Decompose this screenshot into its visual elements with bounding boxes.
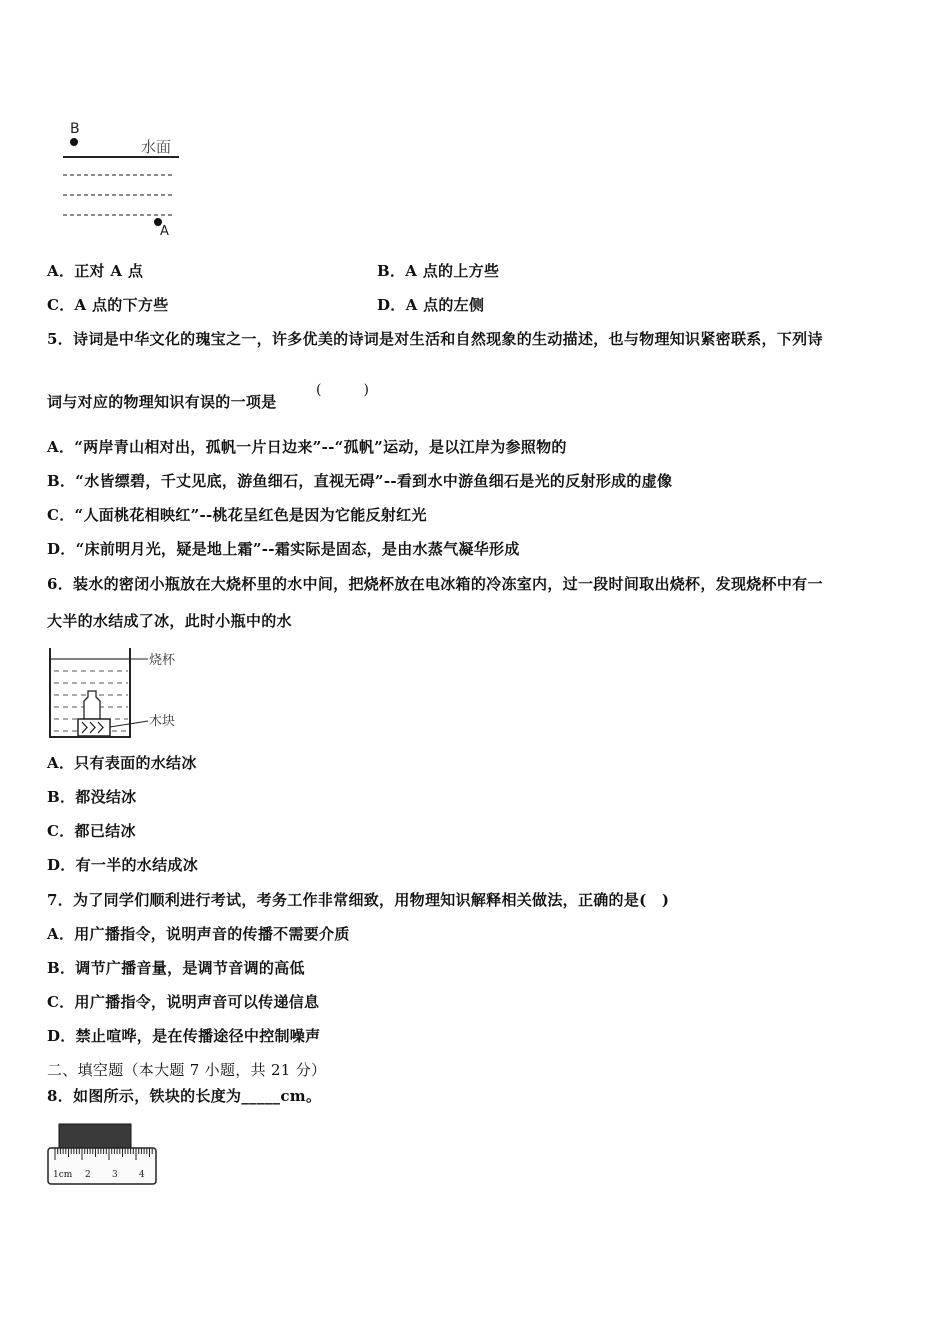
q7-option-c: C．用广播指令，说明声音可以传递信息 (47, 993, 320, 1011)
q7-option-a: A．用广播指令，说明声音的传播不需要介质 (47, 925, 350, 943)
q4-option-a: A．正对 A 点 (47, 262, 144, 280)
block-label: 木块 (149, 714, 176, 729)
point-b-label: B (70, 121, 80, 137)
beaker-label: 烧杯 (149, 653, 176, 668)
q6-option-b: B．都没结冰 (47, 788, 137, 806)
q6-option-a: A．只有表面的水结冰 (47, 754, 197, 772)
ruler-label-1cm: 1cm (53, 1170, 73, 1180)
q5-option-b: B．“水皆缥碧，千丈见底，游鱼细石，直视无碍”--看到水中游鱼细石是光的反射形成的虚像 (47, 472, 673, 490)
q6-option-d: D．有一半的水结成冰 (47, 856, 199, 874)
small-bottle (84, 691, 100, 719)
q7-option-d: D．禁止喧哗，是在传播途径中控制噪声 (47, 1027, 321, 1045)
beaker-figure (44, 645, 194, 741)
ruler-label-3: 3 (112, 1170, 118, 1180)
q5-stem-line1: 5．诗词是中华文化的瑰宝之一，许多优美的诗词是对生活和自然现象的生动描述，也与物理知识紧密联系，下列诗 (47, 330, 823, 348)
water-surface-label: 水面 (141, 138, 172, 156)
wood-block (78, 719, 110, 736)
q6-stem-line1: 6．装水的密闭小瓶放在大烧杯里的水中间，把烧杯放在电冰箱的冷冻室内，过一段时间取出烧杯，发现烧杯中有一 (47, 575, 823, 593)
q5-option-d: D．“床前明月光，疑是地上霜”--霜实际是固态，是由水蒸气凝华形成 (47, 540, 520, 558)
ruler-label-2: 2 (85, 1170, 91, 1180)
ruler-label-4: 4 (139, 1170, 145, 1180)
q5-stem-line2: 词与对应的物理知识有误的一项是 (47, 393, 277, 411)
q6-option-c: C．都已结冰 (47, 822, 136, 840)
q5-option-a: A．“两岸青山相对出，孤帆一片日边来”--“孤帆”运动，是以江岸为参照物的 (47, 438, 567, 456)
q6-stem-line2: 大半的水结成了冰，此时小瓶中的水 (47, 612, 292, 630)
q5-option-c: C．“人面桃花相映红”--桃花呈红色是因为它能反射红光 (47, 506, 427, 524)
water-surface-figure (55, 118, 190, 240)
q8-stem: 8．如图所示，铁块的长度为_____cm。 (47, 1087, 322, 1105)
section-heading: 二、填空题（本大题 7 小题，共 21 分） (47, 1061, 327, 1079)
iron-block (59, 1124, 131, 1148)
q4-option-c: C．A 点的下方些 (47, 296, 169, 314)
ruler-figure (45, 1122, 165, 1188)
point-a-label: A (160, 224, 169, 239)
point-b (70, 138, 78, 146)
q7-stem: 7．为了同学们顺利进行考试，考务工作非常细致，用物理知识解释相关做法，正确的是( ) (47, 891, 670, 909)
q5-answer-paren: ( ) (316, 382, 369, 398)
q4-option-b: B．A 点的上方些 (377, 262, 500, 280)
q7-option-b: B．调节广播音量，是调节音调的高低 (47, 959, 305, 977)
q4-option-d: D．A 点的左侧 (377, 296, 485, 314)
